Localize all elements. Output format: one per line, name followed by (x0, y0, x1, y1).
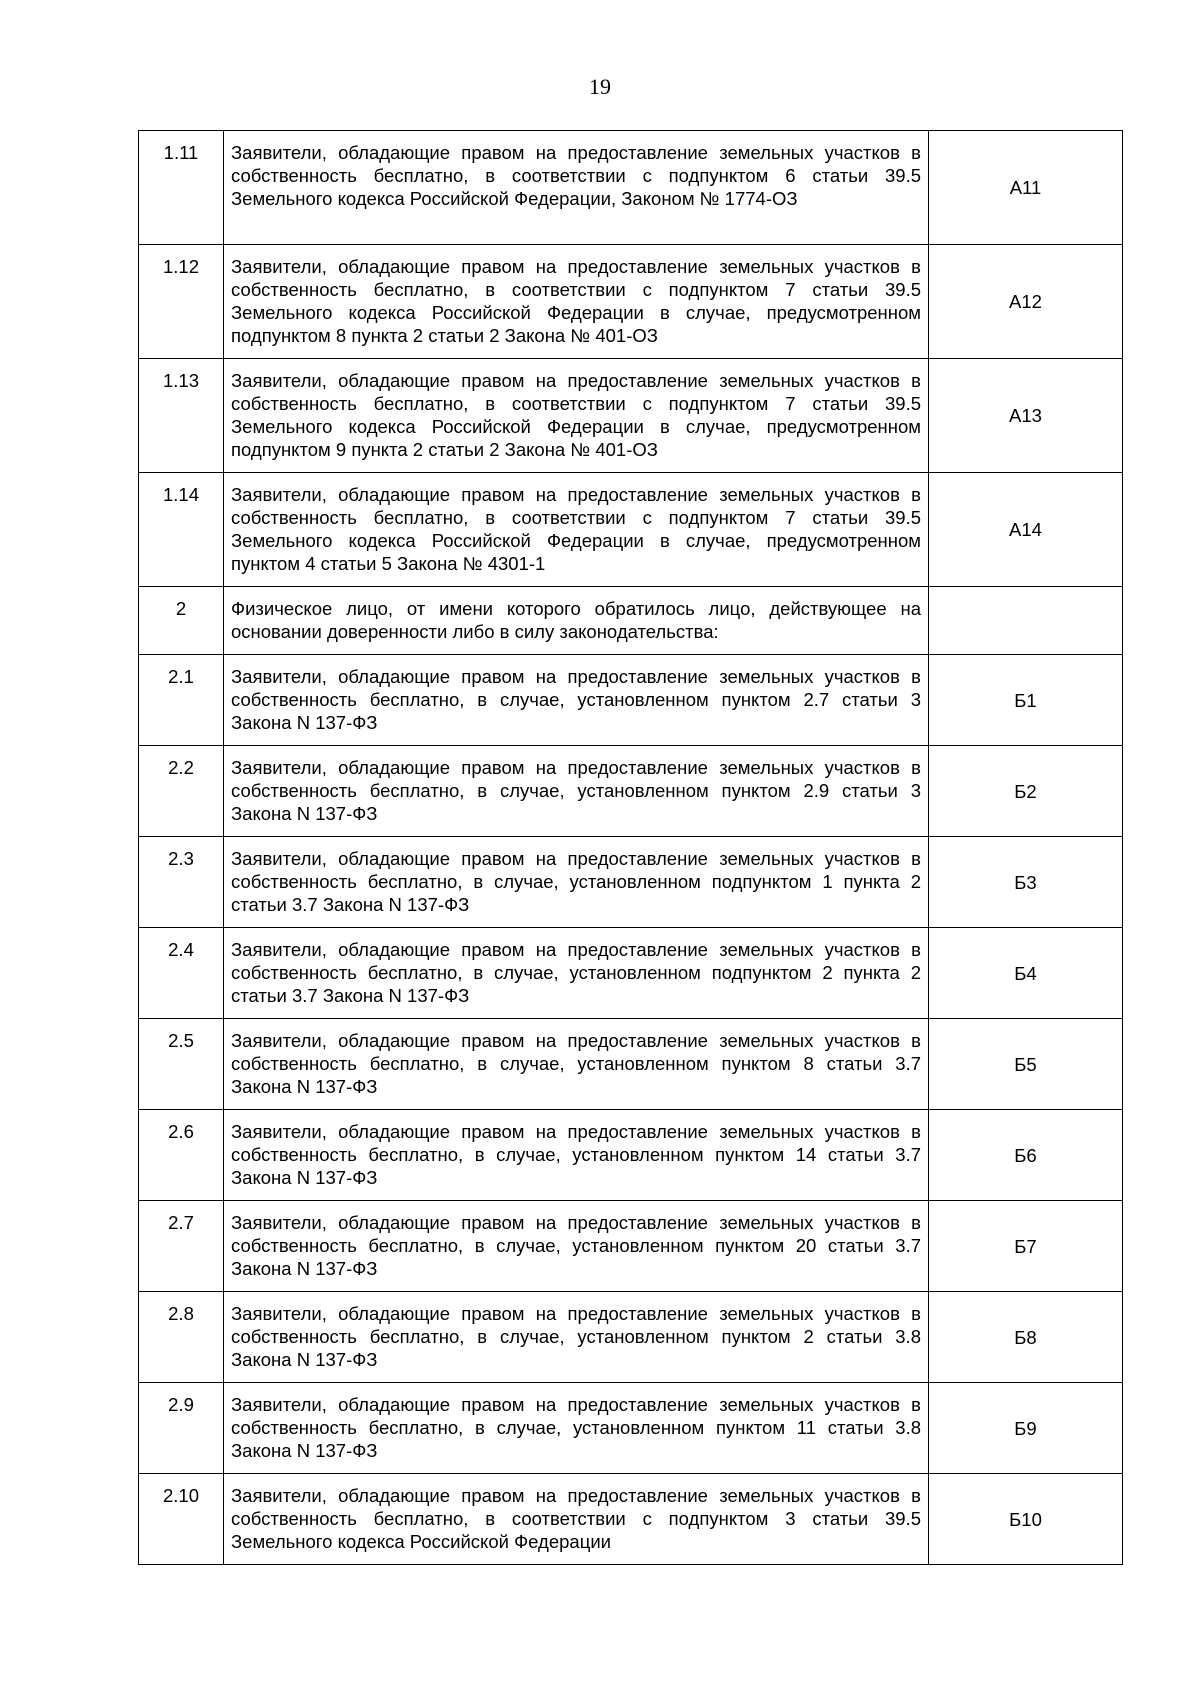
applicants-table (138, 130, 1123, 1565)
row-number: 1.12 (139, 245, 224, 359)
table-row (139, 1292, 1123, 1383)
table-row (139, 587, 1123, 655)
row-code: Б3 (929, 837, 1123, 928)
row-number: 1.11 (139, 131, 224, 245)
row-number: 2.8 (139, 1292, 224, 1383)
row-description: Заявители, обладающие правом на предоставление земельных участков в собственность бесплатно, в соответствии с подпунктом 7 статьи 39.5 Земельного кодекса Российской Федерации в случае, предусмотренном подпунктом 8 пункта 2 статьи 2 Закона № 401-ОЗ (224, 245, 929, 359)
row-description: Заявители, обладающие правом на предоставление земельных участков в собственность бесплатно, в соответствии с подпунктом 3 статьи 39.5 Земельного кодекса Российской Федерации (224, 1474, 929, 1565)
row-number: 2.10 (139, 1474, 224, 1565)
row-code: А11 (929, 131, 1123, 245)
table-row (139, 1201, 1123, 1292)
row-description: Заявители, обладающие правом на предоставление земельных участков в собственность бесплатно, в соответствии с подпунктом 7 статьи 39.5 Земельного кодекса Российской Федерации в случае, предусмотренном подпунктом 9 пункта 2 статьи 2 Закона № 401-ОЗ (224, 359, 929, 473)
row-number: 1.13 (139, 359, 224, 473)
row-number: 2.7 (139, 1201, 224, 1292)
row-code: Б9 (929, 1383, 1123, 1474)
row-number: 2.6 (139, 1110, 224, 1201)
row-code: Б6 (929, 1110, 1123, 1201)
row-number: 2.5 (139, 1019, 224, 1110)
row-description: Заявители, обладающие правом на предоставление земельных участков в собственность бесплатно, в случае, установленном пунктом 8 статьи 3.7 Закона N 137-ФЗ (224, 1019, 929, 1110)
row-description: Заявители, обладающие правом на предоставление земельных участков в собственность бесплатно, в случае, установленном пунктом 2.9 статьи 3 Закона N 137-ФЗ (224, 746, 929, 837)
table-row (139, 837, 1123, 928)
table-row (139, 928, 1123, 1019)
table-row (139, 245, 1123, 359)
table-row (139, 1019, 1123, 1110)
row-description: Заявители, обладающие правом на предоставление земельных участков в собственность бесплатно, в случае, установленном пунктом 2 статьи 3.8 Закона N 137-ФЗ (224, 1292, 929, 1383)
table-row (139, 1474, 1123, 1565)
row-description: Заявители, обладающие правом на предоставление земельных участков в собственность бесплатно, в случае, установленном пунктом 14 статьи 3.7 Закона N 137-ФЗ (224, 1110, 929, 1201)
row-number: 2.2 (139, 746, 224, 837)
row-description: Физическое лицо, от имени которого обратилось лицо, действующее на основании доверенности либо в силу законодательства: (224, 587, 929, 655)
row-description: Заявители, обладающие правом на предоставление земельных участков в собственность бесплатно, в случае, установленном подпунктом 2 пункта 2 статьи 3.7 Закона N 137-ФЗ (224, 928, 929, 1019)
row-number: 2.9 (139, 1383, 224, 1474)
row-code: Б5 (929, 1019, 1123, 1110)
table-row (139, 359, 1123, 473)
table-row (139, 473, 1123, 587)
row-code: Б1 (929, 655, 1123, 746)
row-description: Заявители, обладающие правом на предоставление земельных участков в собственность бесплатно, в соответствии с подпунктом 7 статьи 39.5 Земельного кодекса Российской Федерации в случае, предусмотренном пунктом 4 статьи 5 Закона № 4301-1 (224, 473, 929, 587)
row-number: 2.1 (139, 655, 224, 746)
table-row (139, 131, 1123, 245)
row-code: А12 (929, 245, 1123, 359)
page-number: 19 (589, 74, 611, 99)
table-row (139, 1110, 1123, 1201)
row-code: Б2 (929, 746, 1123, 837)
row-number: 2.4 (139, 928, 224, 1019)
row-number: 2.3 (139, 837, 224, 928)
row-description: Заявители, обладающие правом на предоставление земельных участков в собственность бесплатно, в случае, установленном пунктом 20 статьи 3.7 Закона N 137-ФЗ (224, 1201, 929, 1292)
row-code (929, 587, 1123, 655)
row-description: Заявители, обладающие правом на предоставление земельных участков в собственность бесплатно, в случае, установленном пунктом 2.7 статьи 3 Закона N 137-ФЗ (224, 655, 929, 746)
row-number: 2 (139, 587, 224, 655)
row-code: Б10 (929, 1474, 1123, 1565)
row-code: Б8 (929, 1292, 1123, 1383)
row-code: А13 (929, 359, 1123, 473)
row-description: Заявители, обладающие правом на предоставление земельных участков в собственность бесплатно, в случае, установленном пунктом 11 статьи 3.8 Закона N 137-ФЗ (224, 1383, 929, 1474)
row-code: А14 (929, 473, 1123, 587)
row-code: Б4 (929, 928, 1123, 1019)
row-description: Заявители, обладающие правом на предоставление земельных участков в собственность бесплатно, в соответствии с подпунктом 6 статьи 39.5 Земельного кодекса Российской Федерации, Законом № 1774-ОЗ (224, 131, 929, 245)
row-number: 1.14 (139, 473, 224, 587)
row-code: Б7 (929, 1201, 1123, 1292)
table-row (139, 655, 1123, 746)
table-row (139, 1383, 1123, 1474)
row-description: Заявители, обладающие правом на предоставление земельных участков в собственность бесплатно, в случае, установленном подпунктом 1 пункта 2 статьи 3.7 Закона N 137-ФЗ (224, 837, 929, 928)
table-row (139, 746, 1123, 837)
